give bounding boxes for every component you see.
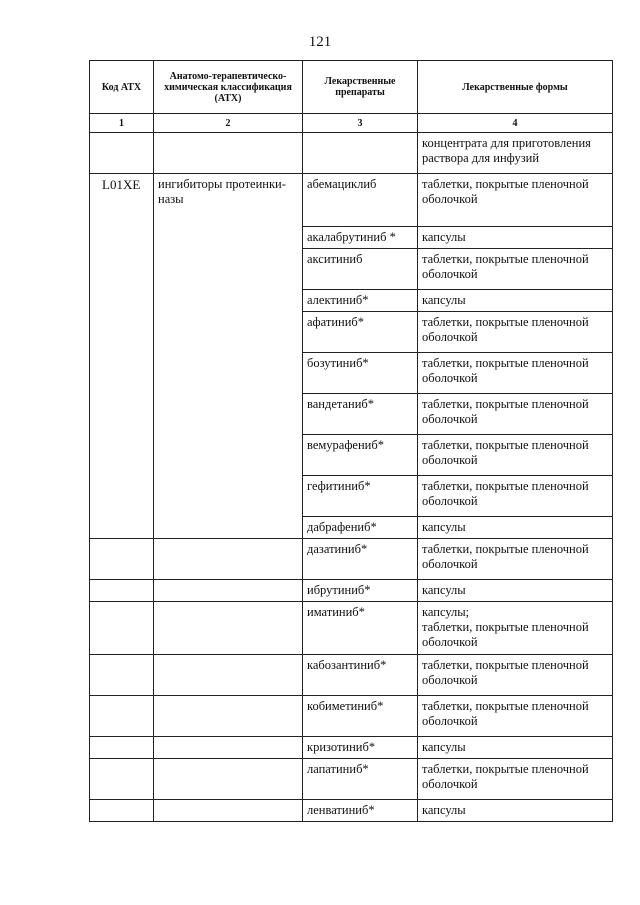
- dosage-form-cell: концентрата для приготовления раствора для инфузий: [418, 133, 613, 174]
- dosage-form-cell: таблетки, покрытые пленочной оболочкой: [418, 696, 613, 737]
- dosage-form-cell: капсулы: [418, 227, 613, 249]
- dosage-form-cell: таблетки, покрытые пленочной оболочкой: [418, 312, 613, 353]
- table-row: [90, 800, 613, 822]
- drug-name-cell: гефитиниб*: [303, 476, 418, 517]
- page-number: 121: [308, 34, 332, 50]
- header-atc-code: Код АТХ: [90, 61, 154, 114]
- column-number: 2: [154, 114, 303, 133]
- atc-code-cell: [90, 655, 154, 696]
- dosage-form-cell: таблетки, покрытые пленочной оболочкой: [418, 655, 613, 696]
- atc-code-cell: [90, 737, 154, 759]
- dosage-form-cell: таблетки, покрытые пленочной оболочкой: [418, 353, 613, 394]
- table-row: [90, 133, 613, 174]
- dosage-form-cell: капсулы; таблетки, покрытые пленочной оболочкой: [418, 602, 613, 655]
- atc-code-cell: [90, 696, 154, 737]
- header-atc-classification: Анатомо-терапевтическо-химическая классификация (АТХ): [154, 61, 303, 114]
- table-body: [90, 133, 613, 822]
- dosage-form-cell: таблетки, покрытые пленочной оболочкой: [418, 759, 613, 800]
- table-row: [90, 759, 613, 800]
- drug-name-cell: [303, 133, 418, 174]
- header-drugs: Лекарственные препараты: [303, 61, 418, 114]
- table-row: [90, 539, 613, 580]
- atc-code-cell: L01XE: [90, 174, 154, 539]
- drug-name-cell: акситиниб: [303, 249, 418, 290]
- atc-class-cell: [154, 580, 303, 602]
- drug-name-cell: дабрафениб*: [303, 517, 418, 539]
- dosage-form-cell: таблетки, покрытые пленочной оболочкой: [418, 435, 613, 476]
- atc-code-cell: [90, 759, 154, 800]
- drug-name-cell: ленватиниб*: [303, 800, 418, 822]
- dosage-form-cell: таблетки, покрытые пленочной оболочкой: [418, 174, 613, 227]
- dosage-form-cell: капсулы: [418, 290, 613, 312]
- table-row: [90, 696, 613, 737]
- dosage-form-cell: таблетки, покрытые пленочной оболочкой: [418, 249, 613, 290]
- drug-name-cell: лапатиниб*: [303, 759, 418, 800]
- dosage-form-cell: таблетки, покрытые пленочной оболочкой: [418, 476, 613, 517]
- dosage-form-cell: капсулы: [418, 800, 613, 822]
- atc-code-cell: [90, 800, 154, 822]
- table-row: [90, 580, 613, 602]
- column-number-row: [90, 114, 613, 133]
- drug-name-cell: афатиниб*: [303, 312, 418, 353]
- atc-class-cell: [154, 539, 303, 580]
- atc-class-cell: [154, 800, 303, 822]
- drug-name-cell: вандетаниб*: [303, 394, 418, 435]
- table-row: [90, 655, 613, 696]
- dosage-form-cell: капсулы: [418, 737, 613, 759]
- atc-code-cell: [90, 133, 154, 174]
- column-number: 3: [303, 114, 418, 133]
- drug-name-cell: кабозантиниб*: [303, 655, 418, 696]
- drug-name-cell: бозутиниб*: [303, 353, 418, 394]
- drug-name-cell: дазатиниб*: [303, 539, 418, 580]
- table-row: [90, 737, 613, 759]
- drug-name-cell: вемурафениб*: [303, 435, 418, 476]
- atc-class-cell: [154, 655, 303, 696]
- table-row: [90, 602, 613, 655]
- drug-name-cell: кобиметиниб*: [303, 696, 418, 737]
- atc-class-cell: [154, 696, 303, 737]
- table-row: [90, 174, 613, 227]
- header-row: [90, 61, 613, 114]
- atc-class-cell: [154, 737, 303, 759]
- atc-class-cell: [154, 759, 303, 800]
- drug-name-cell: кризотиниб*: [303, 737, 418, 759]
- dosage-form-cell: капсулы: [418, 580, 613, 602]
- atc-code-cell: [90, 602, 154, 655]
- atc-class-cell: [154, 133, 303, 174]
- header-dosage-forms: Лекарственные формы: [418, 61, 613, 114]
- dosage-form-cell: капсулы: [418, 517, 613, 539]
- dosage-form-cell: таблетки, покрытые пленочной оболочкой: [418, 539, 613, 580]
- atc-code-cell: [90, 580, 154, 602]
- drug-name-cell: алектиниб*: [303, 290, 418, 312]
- column-number: 1: [90, 114, 154, 133]
- drug-name-cell: иматиниб*: [303, 602, 418, 655]
- atc-code-cell: [90, 539, 154, 580]
- dosage-form-cell: таблетки, покрытые пленочной оболочкой: [418, 394, 613, 435]
- atc-drug-table: [89, 60, 613, 822]
- drug-name-cell: абемациклиб: [303, 174, 418, 227]
- atc-class-cell: [154, 602, 303, 655]
- atc-class-cell: ингибиторы протеинки-назы: [154, 174, 303, 539]
- drug-name-cell: акалабрутиниб *: [303, 227, 418, 249]
- drug-name-cell: ибрутиниб*: [303, 580, 418, 602]
- column-number: 4: [418, 114, 613, 133]
